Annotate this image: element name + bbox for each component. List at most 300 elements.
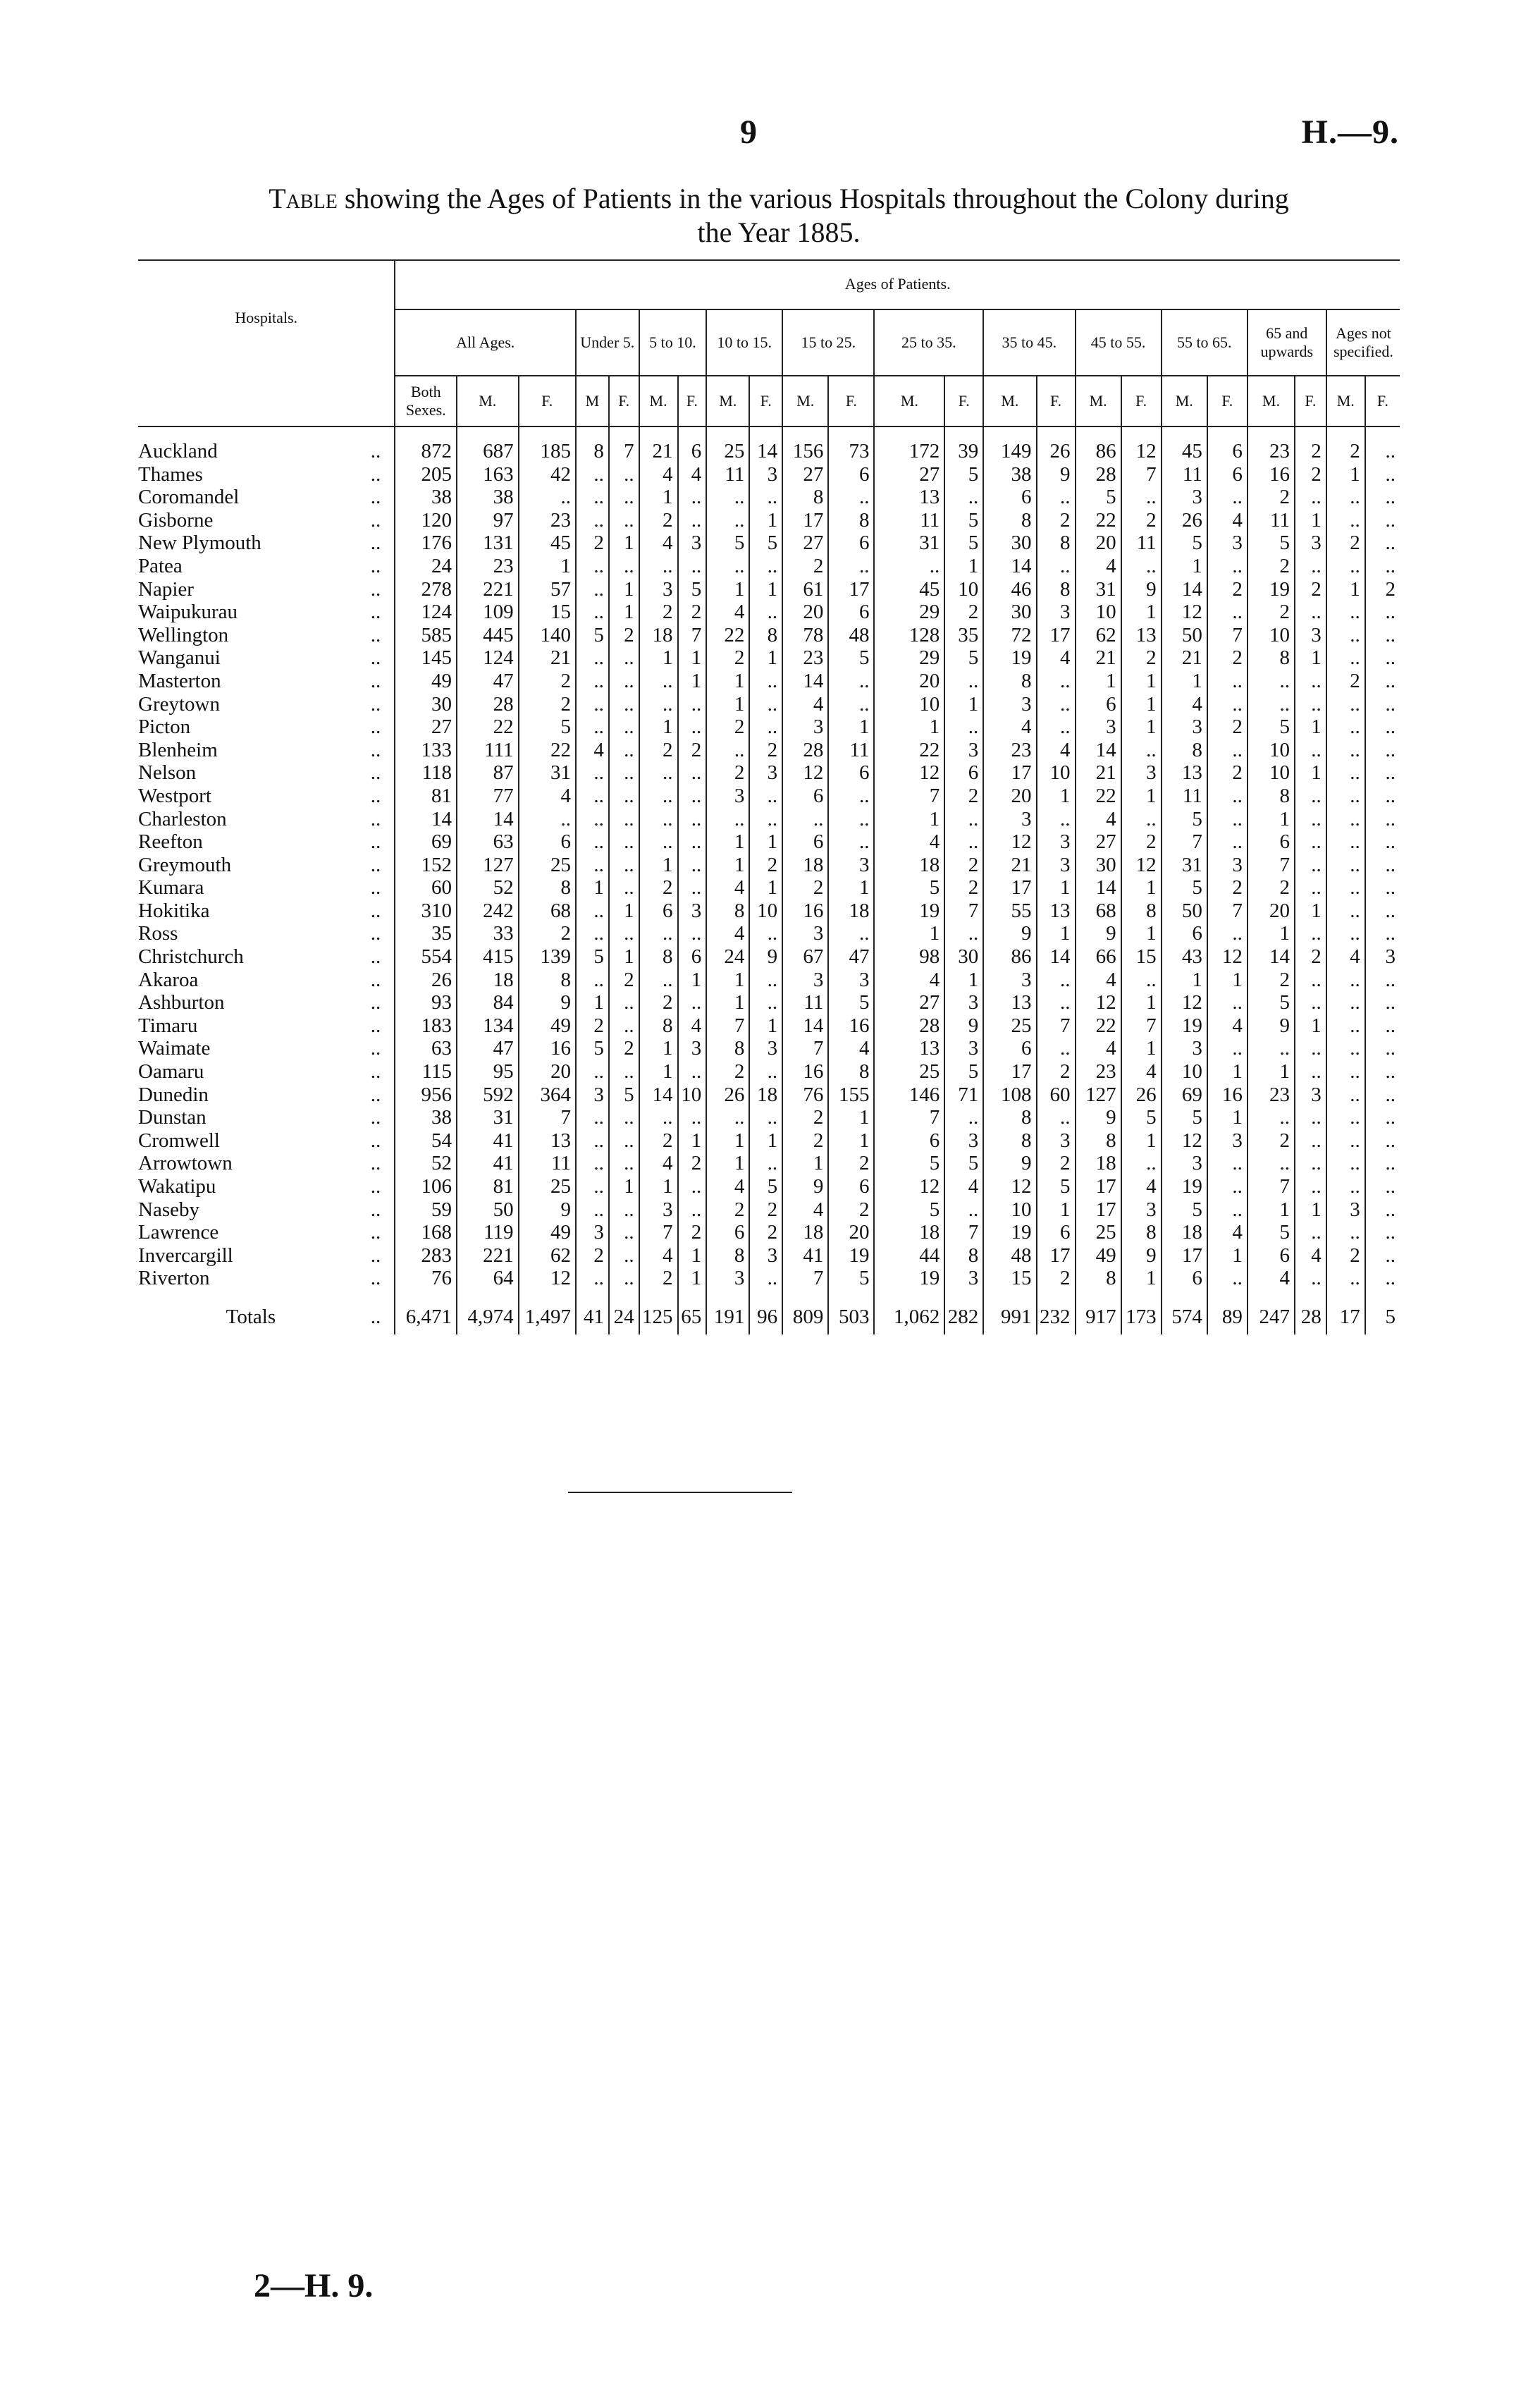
table-row <box>138 670 1400 693</box>
cell-value: .. <box>706 1106 749 1129</box>
cell-value: 66 <box>1076 945 1121 969</box>
cell-value: 2 <box>1326 670 1365 693</box>
cell-value: .. <box>1207 808 1248 831</box>
cell-value: 2 <box>1248 1129 1295 1153</box>
cell-value: 12 <box>782 761 828 785</box>
cell-value: 14 <box>1248 945 1295 969</box>
table-row <box>138 555 1400 578</box>
cell-value: 2 <box>639 1267 678 1290</box>
cell-value: 8 <box>1076 1129 1121 1153</box>
cell-value: 19 <box>1162 1175 1207 1198</box>
cell-value: 21 <box>519 646 576 670</box>
cell-value: .. <box>749 670 782 693</box>
cell-value: 2 <box>678 1152 707 1175</box>
cell-value: 2 <box>749 1198 782 1222</box>
cell-value: 554 <box>395 945 457 969</box>
cell-value: 14 <box>1037 945 1076 969</box>
cell-value: .. <box>1295 693 1326 716</box>
cell-value: 1 <box>1121 1267 1162 1290</box>
cell-value: 5 <box>828 1267 874 1290</box>
total-value: 503 <box>828 1290 874 1334</box>
cell-value: .. <box>609 830 639 854</box>
cell-value: 5 <box>944 1060 983 1084</box>
hospital-name: Kumara <box>138 876 204 900</box>
cell-value: .. <box>1365 854 1400 877</box>
cell-value: 6 <box>519 830 576 854</box>
cell-value: .. <box>576 716 609 739</box>
cell-value: .. <box>749 486 782 509</box>
cell-value: 18 <box>782 854 828 877</box>
cell-value: 3 <box>1121 761 1162 785</box>
cell-value: 2 <box>1037 1152 1076 1175</box>
cell-value: 31 <box>457 1106 519 1129</box>
cell-value: .. <box>576 830 609 854</box>
cell-value: 19 <box>983 1221 1036 1244</box>
table-row <box>138 785 1400 808</box>
table-row <box>138 761 1400 785</box>
cell-value: .. <box>1121 739 1162 762</box>
cell-value: 18 <box>749 1084 782 1107</box>
cell-value: 2 <box>782 555 828 578</box>
cell-value: 7 <box>1207 624 1248 647</box>
cell-value: 1 <box>706 854 749 877</box>
cell-value: 156 <box>782 426 828 463</box>
cell-value: 11 <box>1162 463 1207 486</box>
cell-value: .. <box>1295 1106 1326 1129</box>
cell-value: .. <box>1295 785 1326 808</box>
group-15-to-25: 15 to 25. <box>782 309 874 376</box>
cell-value: 42 <box>519 463 576 486</box>
25-to-35-f-header: F. <box>944 376 983 426</box>
cell-value: 10 <box>1248 624 1295 647</box>
table-row <box>138 486 1400 509</box>
cell-value: 24 <box>706 945 749 969</box>
cell-value: 12 <box>1162 991 1207 1014</box>
group-45-to-55: 45 to 55. <box>1076 309 1162 376</box>
cell-value: .. <box>1326 1037 1365 1060</box>
cell-value: 3 <box>944 1037 983 1060</box>
cell-value: 27 <box>874 991 944 1014</box>
cell-value: 93 <box>395 991 457 1014</box>
cell-value: 1 <box>828 876 874 900</box>
cell-value: 19 <box>874 1267 944 1290</box>
cell-value: 15 <box>983 1267 1036 1290</box>
table-row <box>138 1175 1400 1198</box>
cell-value: 1 <box>874 808 944 831</box>
cell-value: .. <box>576 808 609 831</box>
cell-value: 26 <box>1121 1084 1162 1107</box>
cell-value: 3 <box>1076 716 1121 739</box>
cell-value: 17 <box>828 578 874 601</box>
cell-value: 9 <box>983 1152 1036 1175</box>
cell-value: 25 <box>519 1175 576 1198</box>
cell-value: 8 <box>1037 532 1076 555</box>
cell-value: 12 <box>1162 601 1207 624</box>
cell-value: .. <box>1365 785 1400 808</box>
hospital-name: Blenheim <box>138 738 218 761</box>
cell-value: 8 <box>1037 578 1076 601</box>
cell-value: .. <box>1248 1106 1295 1129</box>
cell-value: .. <box>609 716 639 739</box>
cell-value: .. <box>1365 670 1400 693</box>
cell-value: 6 <box>828 761 874 785</box>
cell-value: 38 <box>983 463 1036 486</box>
cell-value: .. <box>609 1198 639 1222</box>
cell-value: 20 <box>874 670 944 693</box>
hospital-name: Charleston <box>138 807 227 830</box>
cell-value: 4 <box>782 693 828 716</box>
cell-value: 1 <box>1326 578 1365 601</box>
cell-value: 1 <box>828 1129 874 1153</box>
cell-value: 62 <box>519 1244 576 1268</box>
cell-value: 11 <box>1121 532 1162 555</box>
cell-value: 21 <box>1076 761 1121 785</box>
cell-value: 4 <box>1162 693 1207 716</box>
cell-value: 59 <box>395 1198 457 1222</box>
row-leader: .. <box>370 623 381 646</box>
45-to-55-f-header: F. <box>1121 376 1162 426</box>
group-25-to-35: 25 to 35. <box>874 309 983 376</box>
table-row <box>138 1129 1400 1153</box>
cell-value: 22 <box>1076 1014 1121 1038</box>
cell-value: .. <box>639 670 678 693</box>
cell-value: 133 <box>395 739 457 762</box>
cell-value: 5 <box>1248 991 1295 1014</box>
cell-value: .. <box>1365 1037 1400 1060</box>
group-5-to-10: 5 to 10. <box>639 309 707 376</box>
table-row <box>138 463 1400 486</box>
cell-value: 6 <box>706 1221 749 1244</box>
cell-value: 3 <box>1162 1037 1207 1060</box>
cell-value: 4 <box>1121 1060 1162 1084</box>
cell-value: 2 <box>1326 426 1365 463</box>
cell-value: .. <box>609 509 639 532</box>
cell-value: 3 <box>944 991 983 1014</box>
row-leader: .. <box>370 1305 381 1328</box>
cell-value: .. <box>576 1175 609 1198</box>
cell-value: 4 <box>1037 646 1076 670</box>
cell-value: 46 <box>983 578 1036 601</box>
cell-value: 2 <box>1207 578 1248 601</box>
cell-value: 7 <box>944 900 983 923</box>
cell-value: .. <box>1326 601 1365 624</box>
cell-value: 14 <box>782 670 828 693</box>
cell-value: .. <box>1248 1152 1295 1175</box>
cell-value: 6 <box>874 1129 944 1153</box>
cell-value: .. <box>1365 463 1400 486</box>
cell-value: .. <box>678 808 707 831</box>
cell-value: 5 <box>828 646 874 670</box>
cell-value: 6 <box>1248 1244 1295 1268</box>
cell-value: 7 <box>782 1267 828 1290</box>
hospital-name: Nelson <box>138 761 197 785</box>
total-value: 232 <box>1037 1290 1076 1334</box>
cell-value: 155 <box>828 1084 874 1107</box>
cell-value: 5 <box>519 716 576 739</box>
cell-value: 4 <box>874 830 944 854</box>
cell-value: 4 <box>706 1175 749 1198</box>
cell-value: 15 <box>1121 945 1162 969</box>
cell-value: .. <box>678 1175 707 1198</box>
total-value: 41 <box>576 1290 609 1334</box>
cell-value: .. <box>1295 808 1326 831</box>
cell-value: .. <box>609 555 639 578</box>
cell-value: 2 <box>678 739 707 762</box>
total-value: 173 <box>1121 1290 1162 1334</box>
cell-value: 45 <box>519 532 576 555</box>
cell-value: .. <box>1207 830 1248 854</box>
cell-value: 11 <box>782 991 828 1014</box>
cell-value: 3 <box>1037 601 1076 624</box>
cell-value: 1 <box>874 922 944 945</box>
cell-value: 3 <box>1162 1152 1207 1175</box>
cell-value: 6 <box>983 486 1036 509</box>
all-ages-m-header: M. <box>457 376 519 426</box>
cell-value: 14 <box>983 555 1036 578</box>
cell-value: 31 <box>874 532 944 555</box>
cell-value: .. <box>1207 739 1248 762</box>
cell-value: 3 <box>1365 945 1400 969</box>
cell-value: 687 <box>457 426 519 463</box>
cell-value: 25 <box>983 1014 1036 1038</box>
cell-value: 61 <box>782 578 828 601</box>
cell-value: .. <box>1207 922 1248 945</box>
cell-value: .. <box>749 716 782 739</box>
cell-value: 1 <box>1121 1129 1162 1153</box>
cell-value: 140 <box>519 624 576 647</box>
cell-value: 30 <box>983 601 1036 624</box>
cell-value: 8 <box>519 969 576 992</box>
cell-value: 30 <box>983 532 1036 555</box>
cell-value: 49 <box>395 670 457 693</box>
cell-value: .. <box>576 900 609 923</box>
cell-value: .. <box>1326 900 1365 923</box>
cell-value: 283 <box>395 1244 457 1268</box>
cell-value: .. <box>1207 1267 1248 1290</box>
cell-value: 1 <box>944 969 983 992</box>
cell-value: .. <box>706 555 749 578</box>
cell-value: .. <box>609 646 639 670</box>
cell-value: 7 <box>678 624 707 647</box>
cell-value: .. <box>1365 509 1400 532</box>
cell-value: 14 <box>782 1014 828 1038</box>
cell-value: 13 <box>1037 900 1076 923</box>
cell-value: .. <box>782 808 828 831</box>
cell-value: .. <box>1326 716 1365 739</box>
cell-value: 1 <box>1037 785 1076 808</box>
table-row <box>138 624 1400 647</box>
cell-value: .. <box>678 854 707 877</box>
totals-row <box>138 1290 1400 1334</box>
cell-value: 24 <box>395 555 457 578</box>
cell-value: 2 <box>749 739 782 762</box>
cell-value: 1 <box>749 509 782 532</box>
cell-value: 23 <box>1248 426 1295 463</box>
cell-value: 29 <box>874 646 944 670</box>
cell-value: .. <box>1295 601 1326 624</box>
cell-value: 585 <box>395 624 457 647</box>
cell-value: 14 <box>1076 739 1121 762</box>
cell-value: 1 <box>1295 761 1326 785</box>
cell-value: 1 <box>1121 991 1162 1014</box>
cell-value: 8 <box>749 624 782 647</box>
cell-value: 2 <box>944 601 983 624</box>
cell-value: 1 <box>609 578 639 601</box>
hospital-name: Timaru <box>138 1014 198 1037</box>
cell-value: 5 <box>944 463 983 486</box>
row-leader: .. <box>370 1244 381 1267</box>
cell-value: 2 <box>678 1221 707 1244</box>
cell-value: 14 <box>749 426 782 463</box>
cell-value: 956 <box>395 1084 457 1107</box>
cell-value: 48 <box>828 624 874 647</box>
cell-value: .. <box>678 1198 707 1222</box>
cell-value: 19 <box>828 1244 874 1268</box>
cell-value: .. <box>1365 693 1400 716</box>
cell-value: 7 <box>1037 1014 1076 1038</box>
cell-value: .. <box>1326 624 1365 647</box>
cell-value: 8 <box>983 1106 1036 1129</box>
cell-value: 20 <box>782 601 828 624</box>
cell-value: 872 <box>395 426 457 463</box>
cell-value: 17 <box>983 761 1036 785</box>
cell-value: 5 <box>678 578 707 601</box>
cell-value: 4 <box>1037 739 1076 762</box>
cell-value: .. <box>749 969 782 992</box>
cell-value: 1 <box>1326 463 1365 486</box>
cell-value: 8 <box>706 1244 749 1268</box>
cell-value: .. <box>1037 969 1076 992</box>
cell-value: 2 <box>609 1037 639 1060</box>
cell-value: 4 <box>639 1152 678 1175</box>
cell-value: 2 <box>1207 716 1248 739</box>
cell-value: 3 <box>678 1037 707 1060</box>
cell-value: 1 <box>1248 1198 1295 1222</box>
cell-value: .. <box>639 922 678 945</box>
cell-value: .. <box>1037 555 1076 578</box>
group-under-5: Under 5. <box>576 309 639 376</box>
cell-value: 78 <box>782 624 828 647</box>
row-leader: .. <box>370 716 381 739</box>
cell-value: 2 <box>749 854 782 877</box>
cell-value: 1 <box>749 1014 782 1038</box>
10-to-15-f-header: F. <box>749 376 782 426</box>
cell-value: .. <box>1037 693 1076 716</box>
cell-value: 13 <box>1162 761 1207 785</box>
cell-value: 8 <box>983 509 1036 532</box>
cell-value: 9 <box>1248 1014 1295 1038</box>
cell-value: .. <box>1207 991 1248 1014</box>
row-leader: .. <box>370 1152 381 1175</box>
cell-value: .. <box>576 646 609 670</box>
cell-value: 149 <box>983 426 1036 463</box>
cell-value: 8 <box>782 486 828 509</box>
35-to-45-f-header: F. <box>1037 376 1076 426</box>
cell-value: 3 <box>1207 532 1248 555</box>
cell-value: 63 <box>395 1037 457 1060</box>
cell-value: 6 <box>944 761 983 785</box>
cell-value: 25 <box>1076 1221 1121 1244</box>
cell-value: 18 <box>457 969 519 992</box>
cell-value: 1 <box>706 693 749 716</box>
cell-value: .. <box>1365 1267 1400 1290</box>
cell-value: 118 <box>395 761 457 785</box>
cell-value: 76 <box>395 1267 457 1290</box>
table-row <box>138 693 1400 716</box>
cell-value: 52 <box>395 1152 457 1175</box>
cell-value: 39 <box>944 426 983 463</box>
cell-value: 14 <box>1076 876 1121 900</box>
cell-value: 3 <box>782 969 828 992</box>
cell-value: 28 <box>782 739 828 762</box>
cell-value: 1 <box>639 716 678 739</box>
cell-value: 2 <box>1037 1060 1076 1084</box>
cell-value: 19 <box>983 646 1036 670</box>
cell-value: .. <box>576 1106 609 1129</box>
cell-value: .. <box>944 808 983 831</box>
cell-value: 2 <box>782 876 828 900</box>
cell-value: 1 <box>706 578 749 601</box>
cell-value: .. <box>1326 1152 1365 1175</box>
cell-value: 4 <box>1207 509 1248 532</box>
cell-value: .. <box>828 785 874 808</box>
cell-value: 25 <box>874 1060 944 1084</box>
cell-value: .. <box>678 991 707 1014</box>
table-row <box>138 1084 1400 1107</box>
row-leader: .. <box>370 532 381 555</box>
cell-value: 4 <box>1326 945 1365 969</box>
cell-value: .. <box>1207 1198 1248 1222</box>
cell-value: 54 <box>395 1129 457 1153</box>
cell-value: 1 <box>1121 1037 1162 1060</box>
cell-value: 3 <box>1295 532 1326 555</box>
cell-value: 3 <box>983 969 1036 992</box>
cell-value: 1 <box>576 991 609 1014</box>
cell-value: 20 <box>1076 532 1121 555</box>
cell-value: 3 <box>576 1084 609 1107</box>
cell-value: .. <box>1207 1037 1248 1060</box>
cell-value: 10 <box>983 1198 1036 1222</box>
cell-value: .. <box>609 854 639 877</box>
cell-value: 115 <box>395 1060 457 1084</box>
cell-value: 57 <box>519 578 576 601</box>
cell-value: 38 <box>395 486 457 509</box>
cell-value: 2 <box>1295 426 1326 463</box>
cell-value: .. <box>1326 1106 1365 1129</box>
cell-value: 23 <box>983 739 1036 762</box>
cell-value: 28 <box>1076 463 1121 486</box>
cell-value: 33 <box>457 922 519 945</box>
hospital-name: Greymouth <box>138 853 232 876</box>
row-leader: .. <box>370 1175 381 1198</box>
cell-value: .. <box>609 1221 639 1244</box>
cell-value: 16 <box>1248 463 1295 486</box>
cell-value: 128 <box>874 624 944 647</box>
cell-value: 3 <box>706 1267 749 1290</box>
cell-value: 15 <box>519 601 576 624</box>
ages-of-patients-header: Ages of Patients. <box>395 259 1400 309</box>
cell-value: 3 <box>1207 854 1248 877</box>
cell-value: 41 <box>782 1244 828 1268</box>
cell-value: 310 <box>395 900 457 923</box>
cell-value: 3 <box>678 900 707 923</box>
cell-value: 2 <box>706 646 749 670</box>
cell-value: 45 <box>874 578 944 601</box>
cell-value: .. <box>749 1106 782 1129</box>
cell-value: 8 <box>1248 785 1295 808</box>
cell-value: .. <box>678 486 707 509</box>
cell-value: .. <box>576 854 609 877</box>
